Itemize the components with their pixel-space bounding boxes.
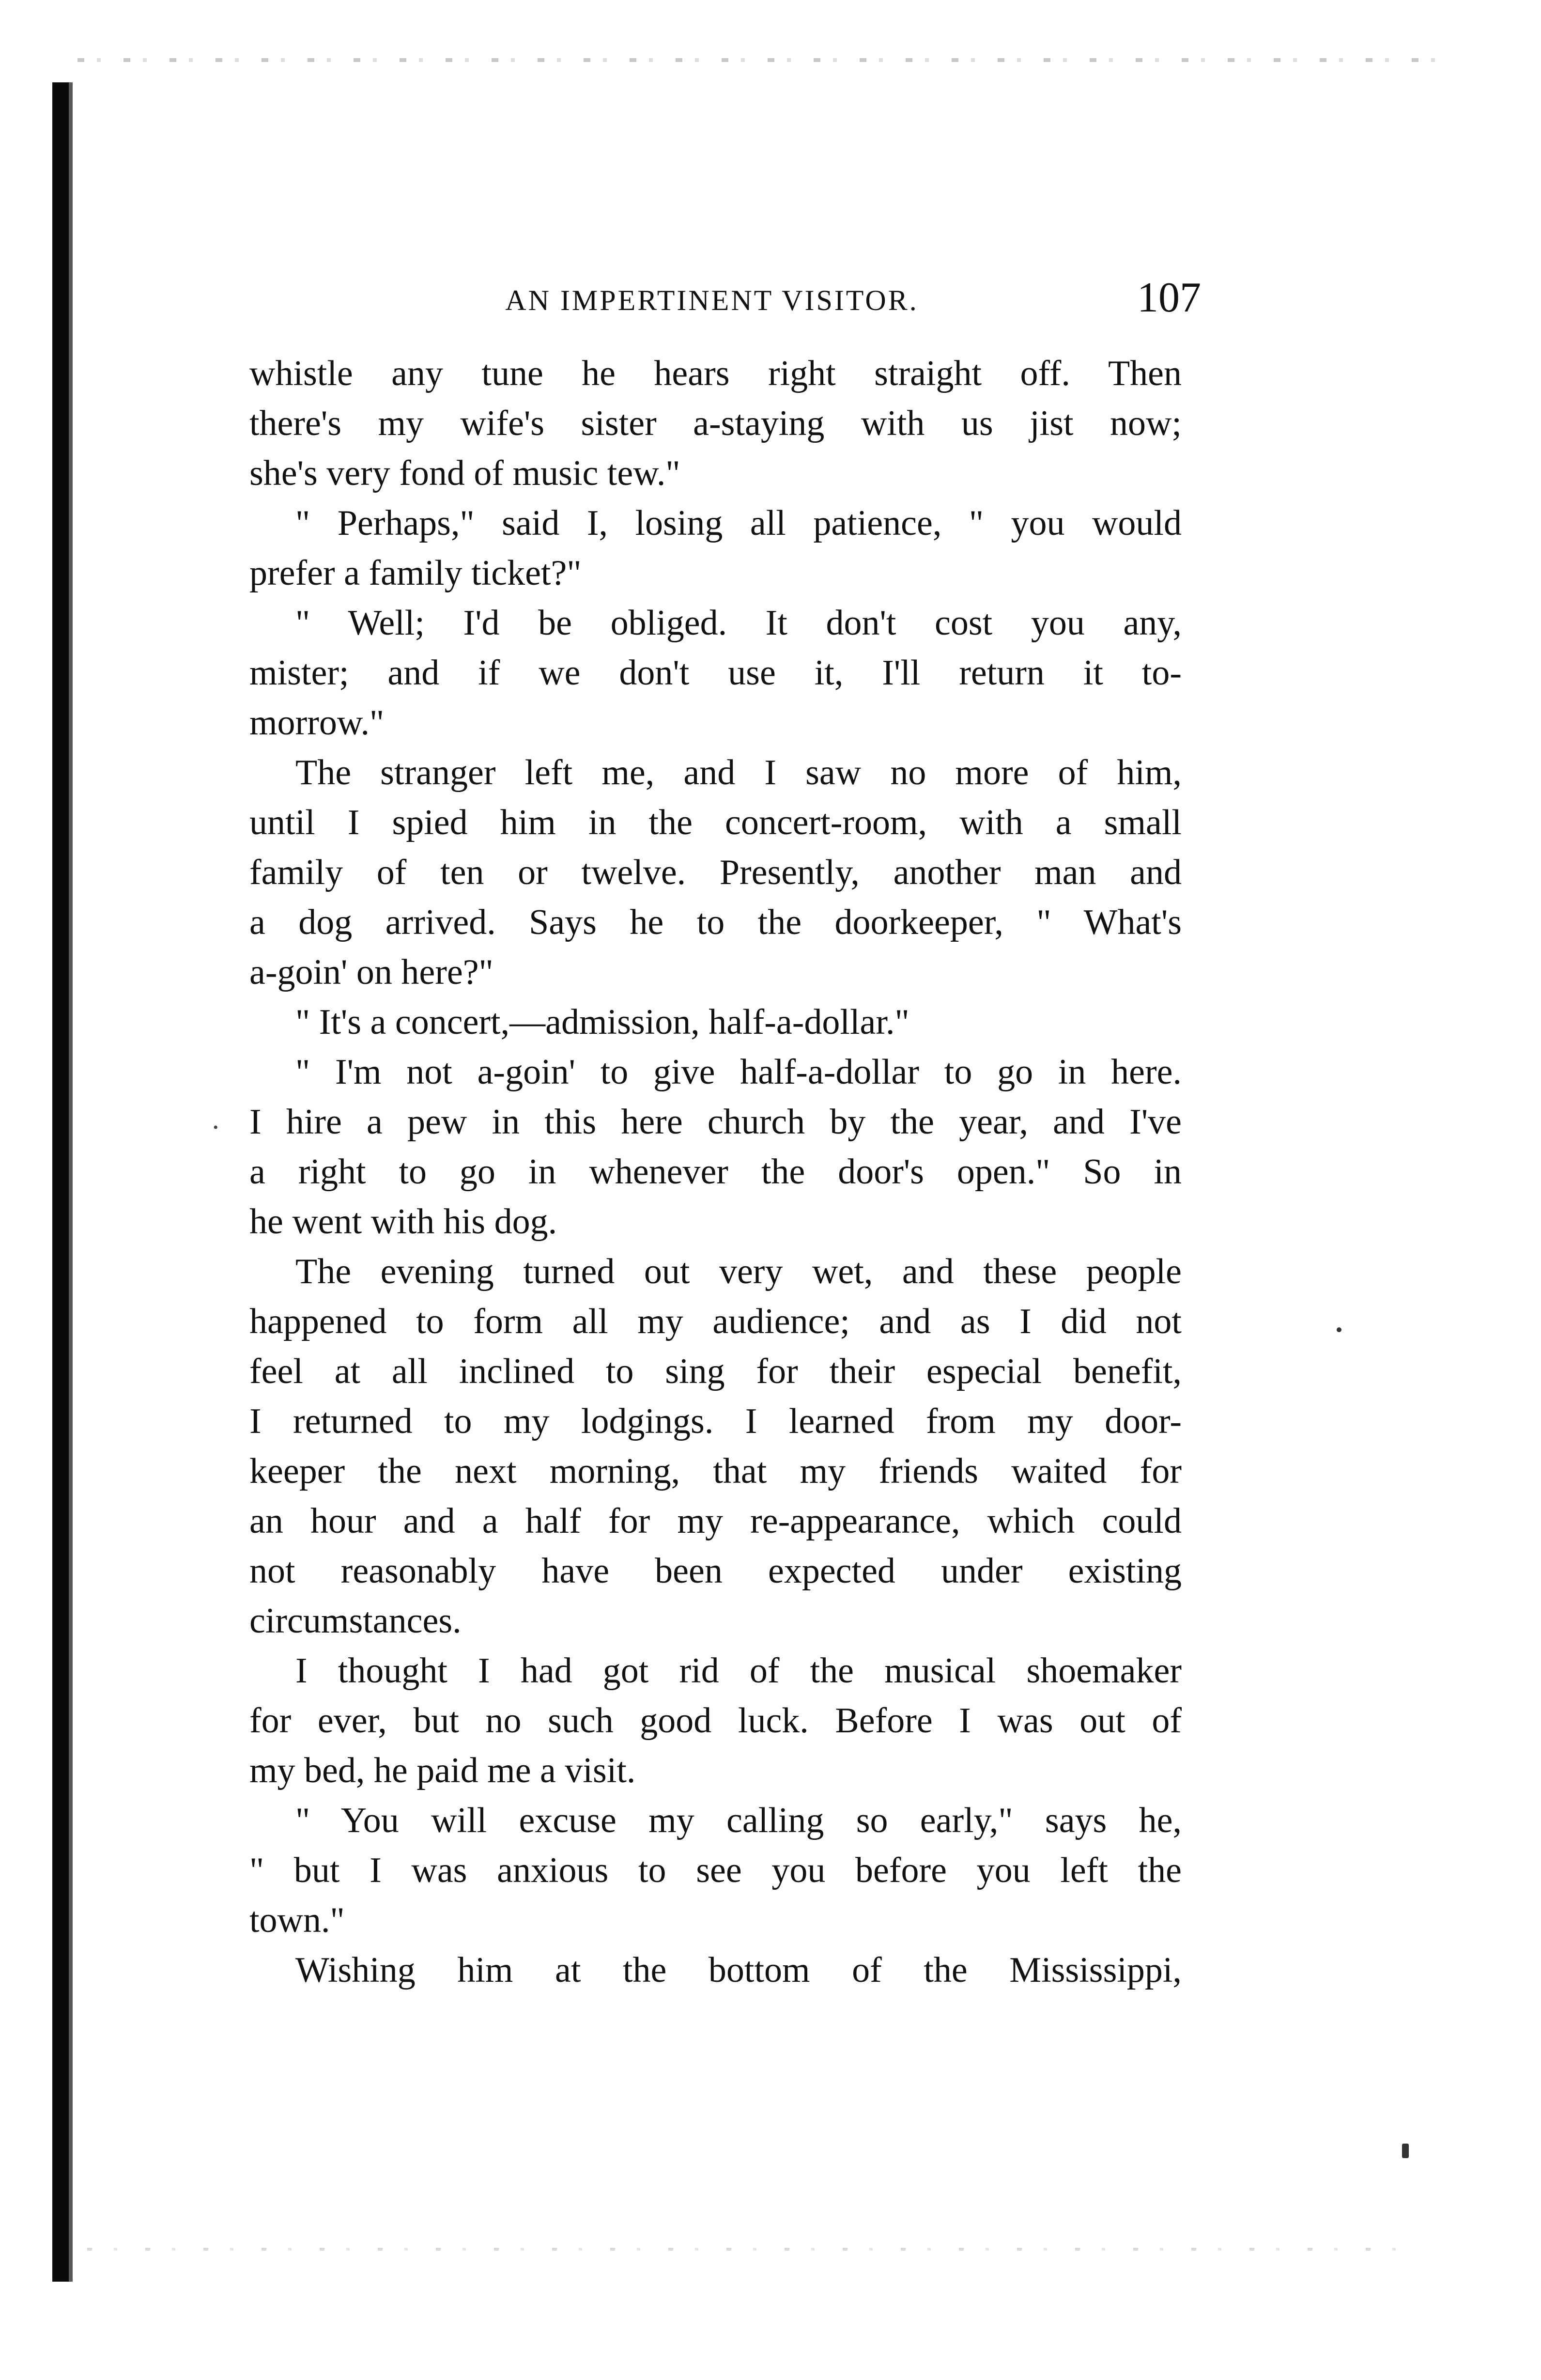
scan-noise-top [77, 58, 1458, 62]
text-line: a dog arrived. Says he to the doorkeeper, " What's [249, 902, 1182, 942]
text-line: The stranger left me, and I saw no more of him, [295, 753, 1182, 793]
text-line: town." [249, 1900, 345, 1940]
text-line: a right to go in whenever the door's open." So in [249, 1152, 1182, 1192]
text-line: " Perhaps," said I, losing all patience, " you would [295, 503, 1182, 543]
text-line: morrow." [249, 703, 385, 743]
text-line: she's very fond of music tew." [249, 453, 680, 493]
page-number: 107 [1137, 274, 1201, 321]
text-line: an hour and a half for my re-appearance, which could [249, 1501, 1182, 1541]
ink-speck [1402, 2144, 1409, 2158]
text-line: " I'm not a-goin' to give half-a-dollar to go in here. [295, 1052, 1182, 1092]
text-line: " but I was anxious to see you before you left the [249, 1851, 1182, 1890]
text-line: " You will excuse my calling so early," says he, [295, 1801, 1182, 1840]
running-head: AN IMPERTINENT VISITOR. [505, 284, 919, 316]
text-line: The evening turned out very wet, and these people [295, 1252, 1182, 1291]
text-line: a-goin' on here?" [249, 952, 493, 992]
text-line: not reasonably have been expected under existing [249, 1551, 1182, 1591]
text-line: until I spied him in the concert-room, with a small [249, 803, 1182, 842]
text-line: Wishing him at the bottom of the Mississippi, [295, 1950, 1182, 1990]
text-line: " It's a concert,—admission, half-a-dollar." [295, 1002, 909, 1042]
text-line: prefer a family ticket?" [249, 553, 582, 593]
text-line: I thought I had got rid of the musical shoemaker [295, 1651, 1182, 1691]
text-line: family of ten or twelve. Presently, another man and [249, 853, 1182, 892]
scan-noise-bottom [87, 2248, 1419, 2251]
binding-edge-shadow [52, 82, 69, 2282]
body-text [249, 349, 1182, 1995]
text-line: whistle any tune he hears right straight off. Then [249, 354, 1182, 393]
text-line: circumstances. [249, 1601, 462, 1641]
text-line: I hire a pew in this here church by the year, and I've [249, 1102, 1182, 1142]
ink-speck [1337, 1327, 1341, 1332]
text-line: mister; and if we don't use it, I'll return it to- [249, 653, 1182, 693]
text-line: he went with his dog. [249, 1202, 557, 1242]
binding-gutter [69, 82, 73, 2282]
text-line: my bed, he paid me a visit. [249, 1751, 636, 1790]
margin-mark-icon: • [213, 1120, 218, 1136]
text-line: for ever, but no such good luck. Before I was out of [249, 1701, 1182, 1741]
text-line: there's my wife's sister a-staying with us jist now; [249, 404, 1182, 443]
text-line: I returned to my lodgings. I learned from my door- [249, 1401, 1182, 1441]
text-line: happened to form all my audience; and as I did not [249, 1302, 1182, 1341]
text-line: feel at all inclined to sing for their especial benefit, [249, 1352, 1182, 1391]
text-line: keeper the next morning, that my friends waited for [249, 1451, 1182, 1491]
text-line: " Well; I'd be obliged. It don't cost you any, [295, 603, 1182, 643]
